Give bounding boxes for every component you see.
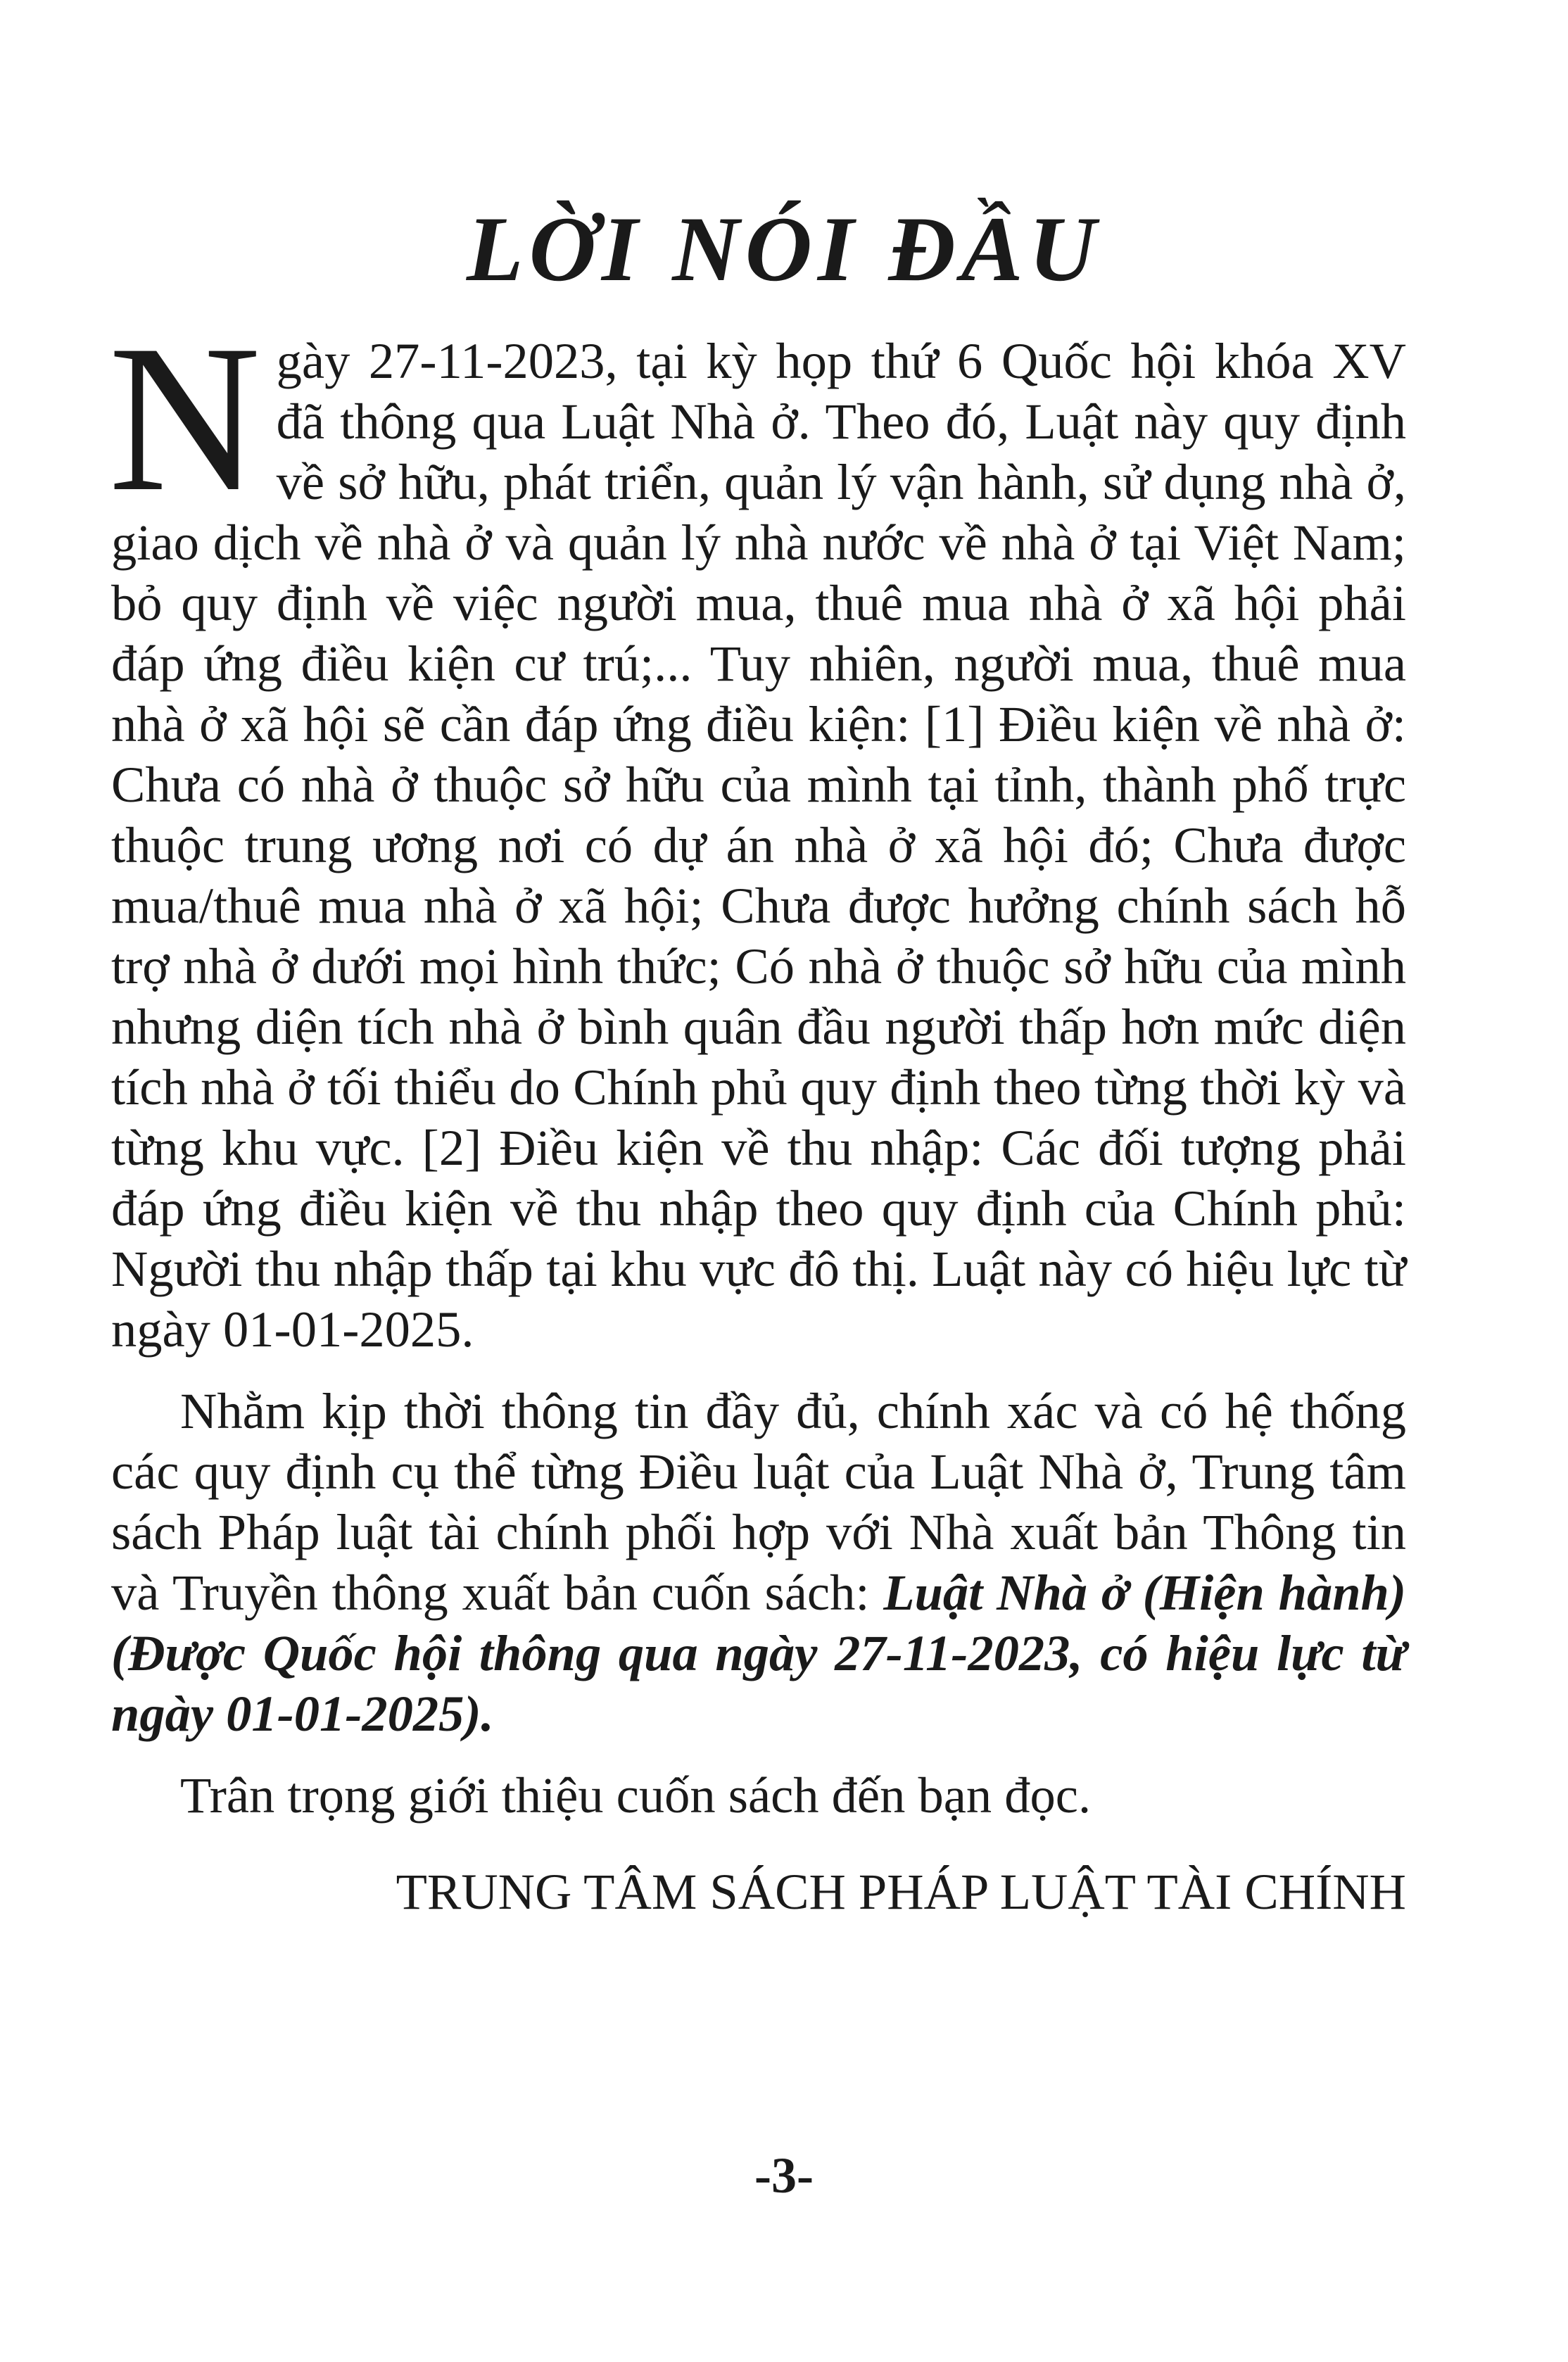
closing-paragraph: Trân trọng giới thiệu cuốn sách đến bạn đọc. bbox=[180, 1767, 1092, 1824]
document-body bbox=[108, 301, 1406, 1826]
purpose-paragraph-text: Nhằm kịp thời thông tin đầy đủ, chính xác và có hệ thống các quy định cụ thể từng Điều luật của Luật Nhà ở, Trung tâm sách Pháp luật tài chính phối hợp với Nhà xuất bản Thông tin và Truyền thông xuất bản cuốn sách: bbox=[111, 1382, 1406, 1621]
intro-paragraph-text: gày 27-11-2023, tại kỳ họp thứ 6 Quốc hội khóa XV đã thông qua Luật Nhà ở. Theo đó, Luật này quy định về sở hữu, phát triển, quản lý vận hành, sử dụng nhà ở, giao dịch về nhà ở và quản lý nhà nước về nhà ở tại Việt Nam; bỏ quy định về việc người mua, thuê mua nhà ở xã hội phải đáp ứng điều kiện cư trú;... Tuy nhiên, người mua, thuê mua nhà ở xã hội sẽ cần đáp ứng điều kiện: [1] Điều kiện về nhà ở: Chưa có nhà ở thuộc sở hữu của mình tại tỉnh, thành phố trực thuộc trung ương nơi có dự án nhà ở xã hội đó; Chưa được mua/thuê mua nhà ở xã hội; Chưa được hưởng chính sách hỗ trợ nhà ở dưới mọi hình thức; Có nhà ở thuộc sở hữu của mình nhưng diện tích nhà ở bình quân đầu người thấp hơn mức diện tích nhà ở tối thiểu do Chính phủ quy định theo từng thời kỳ và từng khu vực. [2] Điều kiện về thu nhập: Các đối tượng phải đáp ứng điều kiện về thu nhập theo quy định của Chính phủ: Người thu nhập thấp tại khu vực đô thị. Luật này có hiệu lực từ ngày 01-01-2025. bbox=[111, 332, 1406, 1358]
publisher-signature: TRUNG TÂM SÁCH PHÁP LUẬT TÀI CHÍNH bbox=[396, 1863, 1406, 1920]
drop-cap-letter: N bbox=[108, 301, 261, 535]
purpose-paragraph bbox=[111, 1381, 1406, 1744]
book-title: Luật Nhà ở (Hiện hành) (Được Quốc hội thông qua ngày 27-11-2023, có hiệu lực từ ngày 01-01-2025). bbox=[111, 1564, 1406, 1742]
intro-paragraph bbox=[108, 301, 1406, 1360]
page-number: -3- bbox=[754, 2147, 814, 2204]
page-title: LỜI NÓI ĐẦU bbox=[466, 197, 1102, 301]
